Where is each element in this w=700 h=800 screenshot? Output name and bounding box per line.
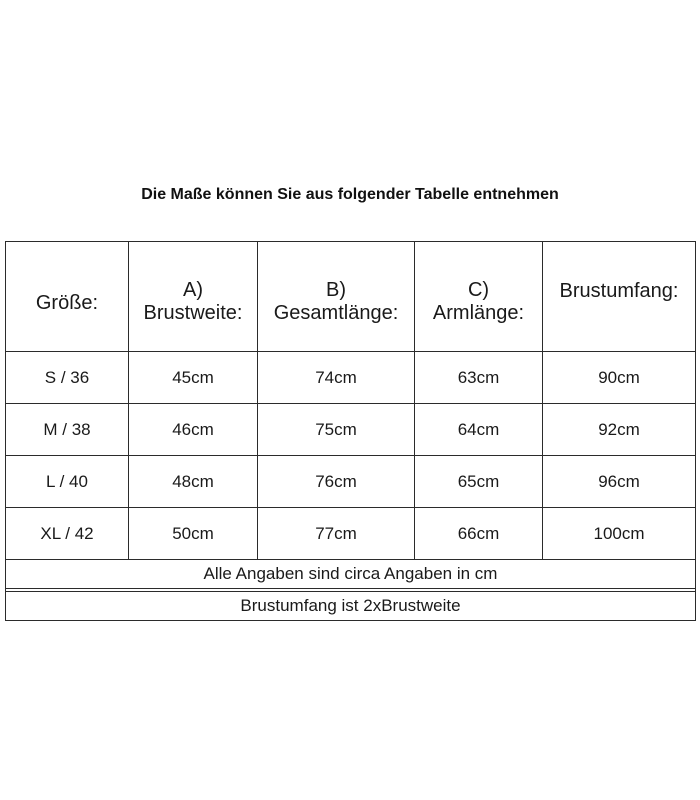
cell-size: S / 36 [6,352,129,404]
cell-arm-length: 64cm [415,404,543,456]
cell-arm-length: 63cm [415,352,543,404]
header-chest-width-label: Brustweite: [143,301,243,324]
cell-chest-width: 50cm [129,508,258,560]
table-header-row [6,242,696,352]
cell-arm-length: 66cm [415,508,543,560]
note-chest-formula: Brustumfang ist 2xBrustweite [6,592,696,621]
note-approx: Alle Angaben sind circa Angaben in cm [6,560,696,589]
note-row [6,592,696,621]
cell-chest-circumference: 100cm [543,508,696,560]
cell-total-length: 77cm [258,508,415,560]
cell-arm-length: 65cm [415,456,543,508]
cell-total-length: 74cm [258,352,415,404]
cell-chest-width: 46cm [129,404,258,456]
header-arm-length-prefix: C) [467,278,490,301]
size-table [5,241,696,621]
header-chest-circumference-label: Brustumfang: [559,280,679,302]
cell-total-length: 76cm [258,456,415,508]
cell-size: M / 38 [6,404,129,456]
table-row [6,456,696,508]
header-total-length [258,242,415,352]
page-title: Die Maße können Sie aus folgender Tabelle entnehmen [141,186,559,203]
cell-chest-circumference: 90cm [543,352,696,404]
header-chest-circumference [543,242,696,352]
note-row [6,560,696,589]
table-row [6,352,696,404]
header-total-length-label: Gesamtlänge: [273,301,399,324]
cell-size: XL / 42 [6,508,129,560]
table-row [6,508,696,560]
header-chest-width [129,242,258,352]
header-size-label: Größe: [35,292,99,314]
header-size [6,242,129,352]
cell-size: L / 40 [6,456,129,508]
header-total-length-prefix: B) [326,278,346,301]
table-row [6,404,696,456]
header-arm-length-label: Armlänge: [432,301,525,324]
cell-chest-width: 48cm [129,456,258,508]
cell-chest-circumference: 92cm [543,404,696,456]
header-chest-width-prefix: A) [183,278,203,301]
cell-chest-circumference: 96cm [543,456,696,508]
header-arm-length [415,242,543,352]
cell-total-length: 75cm [258,404,415,456]
cell-chest-width: 45cm [129,352,258,404]
